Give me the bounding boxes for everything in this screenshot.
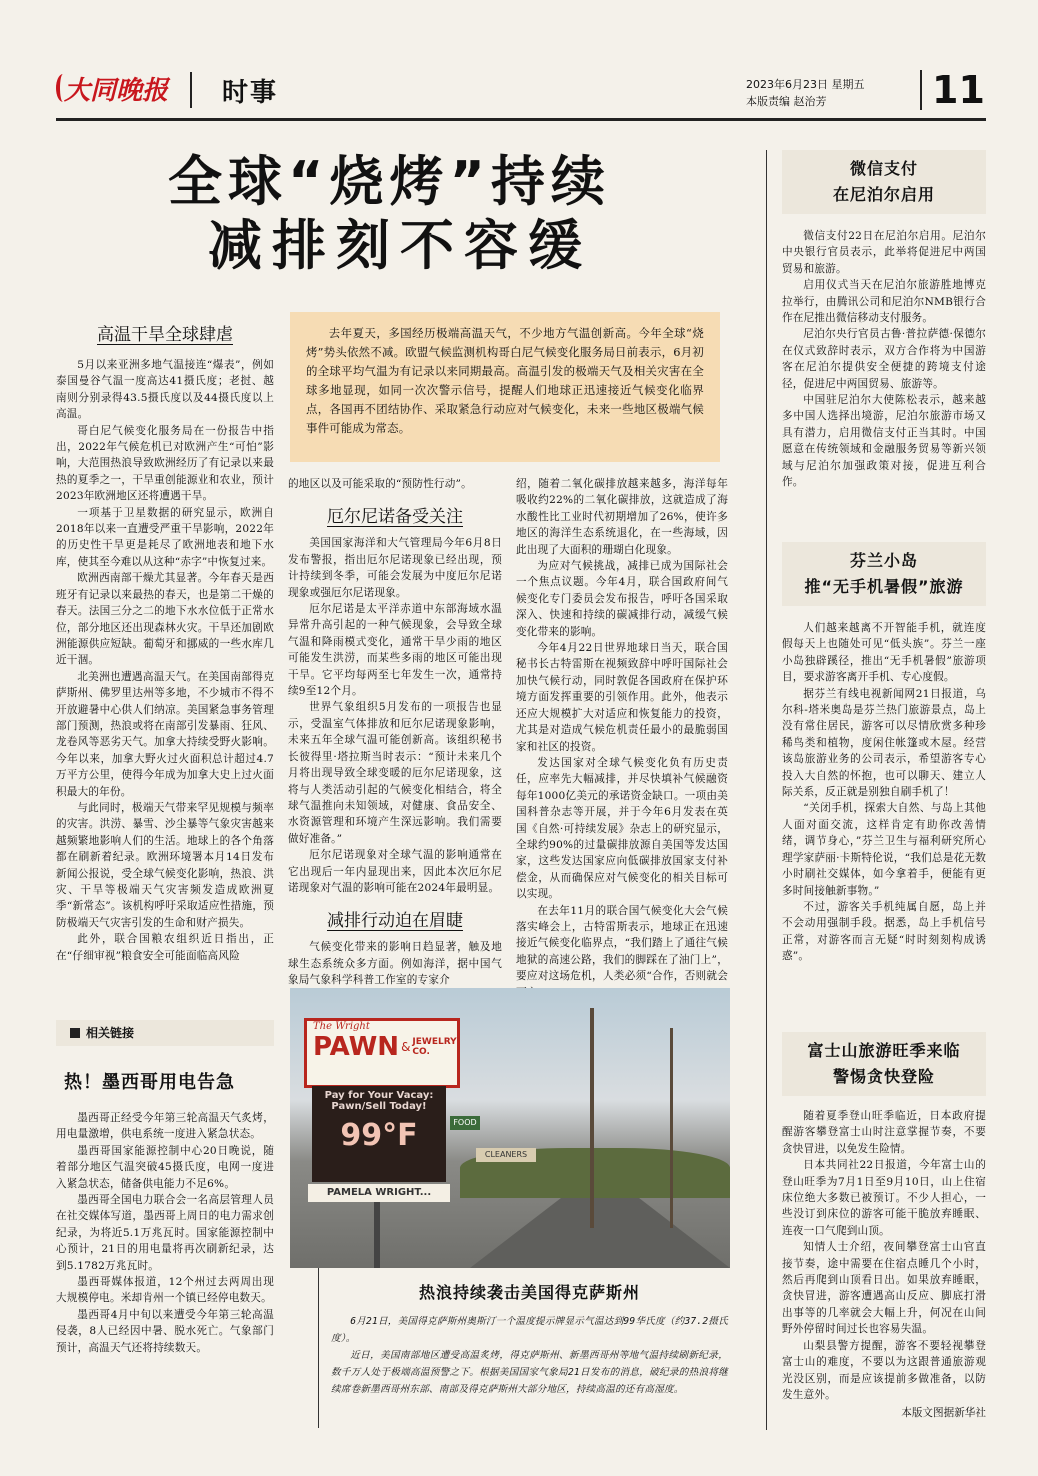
masthead	[56, 60, 986, 116]
col3-paragraph: 为应对气候挑战，减排已成为国际社会一个焦点议题。今年4月，联合国政府间气候变化专门委员会发布报告，呼吁各国采取深入、快速和持续的碳减排行动，减缓气候变化带来的影响。	[516, 560, 728, 638]
related-tag-label: 相关链接	[86, 1026, 135, 1040]
sign-main: PAWN	[313, 1032, 400, 1062]
col1-paragraph: 哥白尼气候变化服务局在一份报告中指出，2022年气候危机已对欧洲产生“可怕”影响，大范围热浪导致欧洲经历了有记录以来最热的夏季之一，干旱重创能源业和农业，预计2023年欧洲地区还将遭遇干旱。	[56, 424, 274, 503]
related-title: 热！墨西哥用电告急	[64, 1072, 235, 1093]
col2-paragraph: 厄尔尼诺是太平洋赤道中东部海域水温异常升高引起的一种气候现象，会导致全球气温和降雨模式变化，通常干旱少雨的地区可能发生洪涝，而某些多雨的地区可能出现干旱。它平均每两至七年发生一次，通常持续9至12个月。	[288, 603, 502, 698]
temperature-display: 99°F	[340, 1118, 418, 1153]
sidebar-paragraph: “关闭手机，探索大自然、与岛上其他人面对面交流，这样肯定有助你改善情绪，调节身心，”芬兰卫生与福利研究所心理学家萨丽·卡斯特伦说，“我们总是花无数小时刷社交媒体，如今拿着手，便能有更多时间接触新事物。”	[782, 802, 986, 897]
story-title-finland	[782, 542, 986, 606]
title-line: 微信支付	[849, 159, 918, 178]
column-3	[516, 476, 728, 1001]
issue-date: 2023年6月23日 星期五	[746, 78, 865, 91]
sidebar-paragraph: 据芬兰有线电视新闻网21日报道，乌尔科-塔米奥岛是芬兰热门旅游景点，岛上没有常住居民，游客可以尽情欣赏多种珍稀鸟类和植物，度闲住帐篷或木屋。经营该岛旅游业务的公司表示，希望游客专心投入大自然的怀抱，也可以聊天、建立人际关系，反正就是别独自刷手机了！	[782, 687, 986, 799]
related-paragraph: 墨西哥国家能源控制中心20日晚说，随着部分地区气温突破45摄氏度，电网一度进入紧急状态，储备供电能力不足6%。	[56, 1144, 274, 1190]
related-paragraph: 墨西哥正经受今年第三轮高温天气炙烤，用电量激增，供电系统一度进入紧急状态。	[56, 1112, 274, 1141]
column-1	[56, 320, 274, 964]
sidebar-rule	[766, 150, 767, 1430]
sign-sub: JEWELRY CO.	[412, 1037, 457, 1057]
sidebar-paragraph: 启用仪式当天在尼泊尔旅游胜地博克拉举行，由腾讯公司和尼泊尔NMB银行合作在尼推出微信移动支付服务。	[782, 279, 986, 325]
logo-divider	[190, 72, 192, 108]
news-photo	[290, 988, 730, 1268]
col1-paragraph: 一项基于卫星数据的研究显示，欧洲自2018年以来一直遭受严重干旱影响，2022年的历史性干旱更是耗尽了欧洲地表和地下水库，使其至今难以从这种“赤字”中恢复过来。	[56, 506, 274, 568]
col1-paragraph: 欧洲西南部干燥尤其显著。今年春天是西班牙有记录以来最热的春天，也是第二干燥的春天。法国三分之二的地下水水位低于正常水位，部分地区还出现森林火灾。干旱还加剧欧洲能源供应短缺。葡萄牙和挪威的一些水库几近干涸。	[56, 572, 274, 667]
food-sign: FOOD	[450, 1116, 480, 1130]
led-sign	[312, 1086, 446, 1182]
led-line-1: Pay for Your Vacay:	[324, 1090, 434, 1101]
page-number: 11	[932, 68, 985, 112]
col2-paragraph: 气候变化带来的影响日趋显著，触及地球生态系统众多方面。例如海洋，据中国气象局气象科学科普工作室的专家介	[288, 941, 502, 987]
col1-paragraph: 与此同时，极端天气带来罕见规模与频率的灾害。洪涝、暴雪、沙尘暴等气象灾害越来越频繁地影响人们的生活。地球上的各个角落都在刷新着纪录。欧洲环境署本月14日发布新闻公报说，受全球气候变化影响，热浪、洪灾、干旱等极端天气灾害频发造成欧洲夏季“新常态”。该机构呼吁采取适应性措施，预防极端天气灾害引发的生命和财产损失。	[56, 801, 274, 929]
story-title-wechat	[782, 150, 986, 214]
sidebar-paragraph: 微信支付22日在尼泊尔启用。尼泊尔中央银行官员表示，此举将促进尼中两国贸易和旅游。	[782, 230, 986, 275]
col3-paragraph: 发达国家对全球气候变化负有历史责任，应率先大幅减排，并尽快填补气候融资每年1000亿美元的承诺资金缺口。一项由美国科普杂志等开展，并于今年6月发表在英国《自然·可持续发展》杂志上的研究显示，全球约90%的过量碳排放源自美国等发达国家，这些发达国家应向低碳排放国家支付补偿金，从而确保应对气候变化的相关目标可以实现。	[516, 756, 728, 901]
sidebar-paragraph: 随着夏季登山旺季临近，日本政府提醒游客攀登富士山时注意掌握节奏，不要贪快冒进，以免发生险情。	[782, 1110, 986, 1155]
page-credit: 本版文图据新华社	[901, 1407, 986, 1420]
page-editor: 本版责编 赵治芳	[746, 95, 827, 108]
related-paragraph: 墨西哥媒体报道，12个州过去两周出现大规模停电。米却肯州一个镇已经停电数天。	[56, 1276, 274, 1305]
headline-line-1: 全球“烧烤”持续	[168, 150, 611, 213]
cleaners-sign: CLEANERS	[476, 1148, 536, 1162]
sidebar-paragraph: 不过，游客关手机纯属自愿，岛上并不会动用强制手段。据悉，岛上手机信号正常，对游客而言无疑“时时刻刻构成诱惑”。	[782, 900, 986, 963]
sidebar-paragraph: 人们越来越离不开智能手机，就连度假每天上也随处可见“低头族”。芬兰一座小岛独辟蹊径，推出“无手机暑假”旅游项目，要求游客离开手机、专心度假。	[782, 622, 986, 684]
related-paragraph: 墨西哥全国电力联合会一名高层管理人员在社交媒体写道，墨西哥上周日的电力需求创纪录，为将近5.1万兆瓦时。国家能源控制中心预计，21日的用电量将再次刷新纪录，达到5.1782万兆瓦时。	[56, 1194, 274, 1272]
logo-swoosh-icon	[56, 74, 70, 102]
title-line: 芬兰小岛	[849, 551, 918, 570]
road-shape	[470, 1188, 730, 1268]
col2-paragraph: 厄尔尼诺现象对全球气温的影响通常在它出现后一年内显现出来，因此本次厄尔尼诺现象对气温的影响可能在2024年最明显。	[288, 849, 502, 894]
masthead-rule	[56, 118, 986, 121]
subhead-drought: 高温干旱全球肆虐	[97, 325, 233, 345]
title-line: 警惕贪快登险	[832, 1067, 935, 1086]
col1-paragraph: 北美洲也遭遇高温天气。在美国南部得克萨斯州、佛罗里达州等多地，不少城市不得不开放避暑中心供人们纳凉。美国紧急事务管理部门预测，热浪或将在南部引发暴雨、狂风、龙卷风等恶劣天气。加拿大持续受野火影响。今年以来，加拿大野火过火面积总计超过4.7万平方公里，使得今年成为加拿大史上过火面积最大的年份。	[56, 670, 274, 798]
section-title: 时事	[222, 78, 279, 108]
sign-post	[374, 1202, 380, 1268]
sidebar-paragraph: 知情人士介绍，夜间攀登富士山官直接节奏，途中需要在住宿点睡几个小时，然后再爬到山顶看日出。如果放弃睡眠，贪快冒进，游客遭遇高山反应、脚底打滑出事等的几率就会大幅上升，何况在山间野外停留时间过长也容易失温。	[782, 1241, 986, 1336]
lead-box	[290, 312, 720, 462]
related-tag	[56, 1020, 274, 1046]
col3-paragraph: 绍，随着二氧化碳排放越来越多，海洋每年吸收约22%的二氧化碳排放，这就造成了海水酸性比工业时代初期增加了26%，使许多地区的海洋生态系统退化，在一些海域，因此出现了大面积的珊瑚白化现象。	[516, 478, 728, 556]
col3-paragraph: 今年4月22日世界地球日当天，联合国秘书长古特雷斯在视频致辞中呼吁国际社会加快气候行动，同时敦促各国政府在保护环境方面发挥重要的引领作用。此外，他表示还应大规模扩大对适应和恢复能力的投资，尤其是对造成气候危机责任最小的最脆弱国家和社区的投资。	[516, 642, 728, 753]
main-headline	[120, 150, 680, 278]
title-line: 在尼泊尔启用	[832, 185, 935, 204]
sidebar-story-fuji	[782, 1032, 986, 1420]
subhead-emission-cuts: 减排行动迫在眉睫	[327, 911, 463, 932]
col2-paragraph: 美国国家海洋和大气管理局今年6月8日发布警报，指出厄尔尼诺现象已经出现，预计持续到冬季，可能会发展为中度厄尔尼诺现象或强厄尔尼诺现象。	[288, 537, 502, 599]
caption-paragraph: 近日，美国南部地区遭受高温炙烤，得克萨斯州、新墨西哥州等地气温持续刷新纪录，数千万人处于极端高温预警之下。根据美国国家气象局21日发布的消息，破纪录的热浪将继续席卷新墨西哥州东部、南部及得克萨斯州大部分地区，持续高温的还有高湿度。	[331, 1350, 728, 1395]
related-link-box	[56, 1020, 274, 1356]
sign-amp: &	[401, 1040, 411, 1054]
bottom-sign: PAMELA WRIGHT...	[308, 1184, 450, 1202]
col1-paragraph: 5月以来亚洲多地气温接连“爆表”，例如泰国曼谷气温一度高达41摄氏度；老挝、越南则分别录得43.5摄氏度以及44摄氏度以上高温。	[56, 359, 274, 421]
col1-paragraph: 此外，联合国粮农组织近日指出，正在“仔细审视”粮食安全可能面临高风险	[56, 933, 274, 962]
sign-brand: The Wright	[313, 1021, 370, 1032]
headline-line-2: 减排刻不容缓	[208, 214, 592, 277]
square-bullet-icon	[70, 1028, 80, 1038]
caption-paragraph: 6月21日，美国得克萨斯州奥斯汀一个温度提示牌显示气温达到99华氏度（约37.2摄氏度）。	[331, 1316, 728, 1344]
newspaper-logo: 大同晚报	[64, 76, 169, 106]
column-2	[288, 476, 502, 989]
caption-title: 热浪持续袭击美国得克萨斯州	[418, 1283, 640, 1302]
col2-paragraph: 世界气象组织5月发布的一项报告也显示，受温室气体排放和厄尔尼诺现象影响，未来五年全球气温可能创新高。该组织秘书长彼得里·塔拉斯当时表示：“预计未来几个月将出现导致全球变暖的厄尔尼诺现象，这将与人类活动引起的气候变化相结合，将全球气温推向未知领域，对健康、食品安全、水资源管理和环境产生深远影响。我们需要做好准备。”	[288, 701, 502, 845]
sidebar-paragraph: 尼泊尔央行官员古鲁·普拉萨德·保德尔在仪式致辞时表示，双方合作将为中国游客在尼泊尔提供安全便捷的跨境支付途径，促进尼中两国贸易、旅游等。	[782, 328, 986, 390]
led-line-2: Pawn/Sell Today!	[331, 1101, 427, 1112]
story-title-fuji	[782, 1032, 986, 1096]
utility-pole	[590, 1008, 594, 1228]
title-line: 富士山旅游旺季来临	[807, 1041, 961, 1060]
col3-paragraph: 在去年11月的联合国气候变化大会气候落实峰会上，古特雷斯表示，地球正在迅速接近气候变化临界点，“我们踏上了通往气候地狱的高速公路，我们的脚踩在了油门上”，要应对这场危机，人类必须“合作，否则就会	[516, 904, 728, 983]
sidebar-paragraph: 山梨县警方提醒，游客不要轻视攀登富士山的难度，不要以为这跟普通旅游观光没区别，而是应该提前多做准备，以防发生意外。	[782, 1339, 986, 1401]
sidebar-paragraph: 日本共同社22日报道，今年富士山的登山旺季为7月1日至9月10日，山上住宿床位绝大多数已被预订。不少人担心，一些没订到床位的游客可能干脆放弃睡眠、连夜一口气爬到山顶。	[782, 1159, 986, 1237]
pawn-shop-sign	[304, 1018, 460, 1088]
sidebar-paragraph: 中国驻尼泊尔大使陈松表示，越来越多中国人选择出境游，尼泊尔旅游市场又具有潜力，启用微信支付正当其时。中国愿意在传统领域和金融服务贸易等新兴领域与尼泊尔加强政策对接，促进互利合作。	[782, 394, 986, 489]
sidebar-story-finland	[782, 542, 986, 965]
sidebar-story-wechat	[782, 150, 986, 491]
page-number-divider	[920, 70, 922, 110]
col2-paragraph-top: 的地区以及可能采取的“预防性行动”。	[288, 478, 472, 490]
lead-paragraph: 去年夏天，多国经历极端高温天气，不少地方气温创新高。今年全球“烧烤”势头依然不减。欧盟气候监测机构哥白尼气候变化服务局日前表示，6月初的全球平均气温为有记录以来同期最高。高温引发的极端天气及相关灾害在全球多地显现，如同一次次警示信号，提醒人们地球正迅速接近气候变化临界点，各国再不团结协作、采取紧急行动应对气候变化，未来一些地区极端气候事件可能成为常态。	[306, 326, 704, 435]
related-paragraph: 墨西哥4月中旬以来遭受今年第三轮高温侵袭，8人已经因中暑、脱水死亡。气象部门预计，高温天气还将持续数天。	[56, 1308, 274, 1354]
utility-pole	[670, 1028, 673, 1228]
subhead-el-nino: 厄尔尼诺备受关注	[327, 507, 463, 528]
title-line: 推“无手机暑假”旅游	[804, 577, 964, 596]
photo-caption	[318, 1268, 728, 1428]
